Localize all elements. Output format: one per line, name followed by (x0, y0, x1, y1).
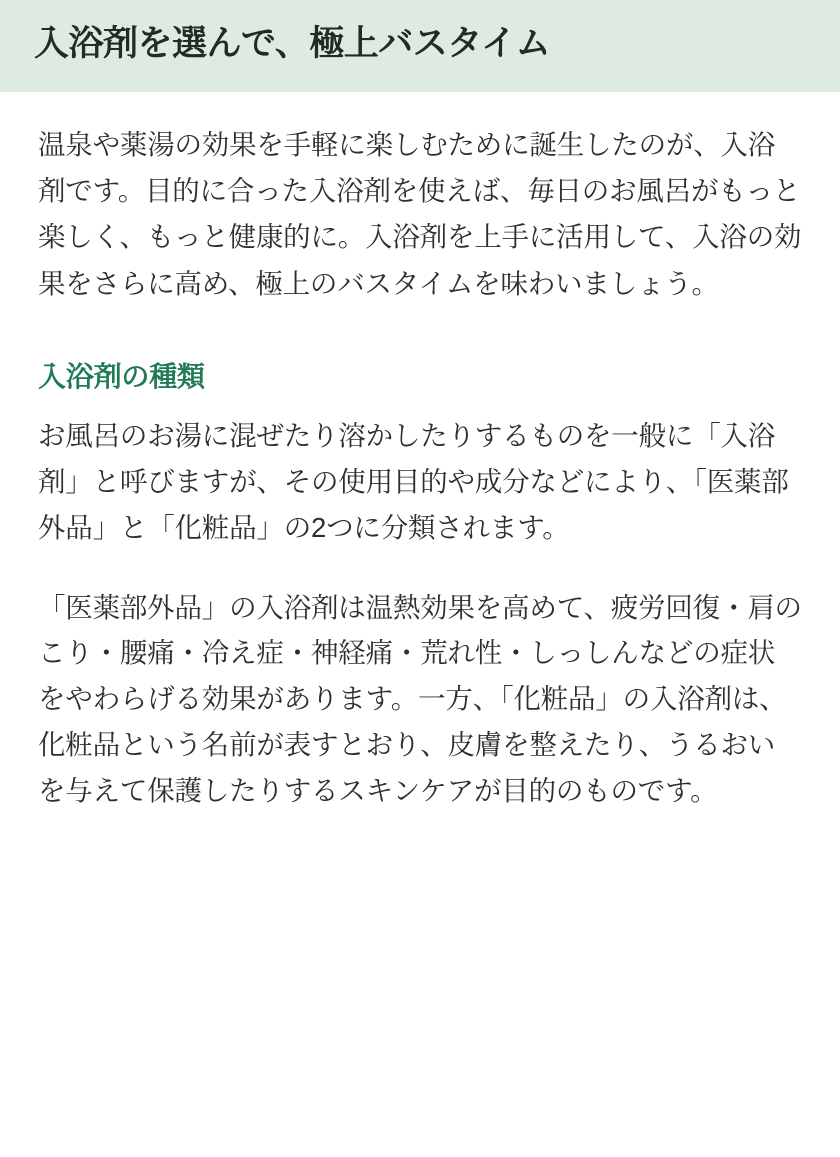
page-header-band (0, 0, 840, 92)
section-heading-types: 入浴剤の種類 (38, 360, 205, 392)
page-title: 入浴剤を選んで、極上バスタイム (34, 24, 551, 64)
lead-paragraph: 温泉や薬湯の効果を手軽に楽しむために誕生したのが、入浴剤です。目的に合った入浴剤を使えば、毎日のお風呂がもっと楽しく、もっと健康的に。入浴剤を上手に活用して、入浴の効果をさらに高め、極上のバスタイムを味わいましょう。 (38, 129, 802, 299)
section-paragraph-1: お風呂のお湯に混ぜたり溶かしたりするものを一般に「入浴剤」と呼びますが、その使用目的や成分などにより、「医薬部外品」と「化粧品」の2つに分類されます。 (38, 419, 789, 543)
section-paragraph-2: 「医薬部外品」の入浴剤は温熱効果を高めて、疲労回復・肩のこり・腰痛・冷え症・神経痛・荒れ性・しっしんなどの症状をやわらげる効果があります。一方、「化粧品」の入浴剤は、化粧品という名前が表すとおり、皮膚を整えたり、うるおいを与えて保護したりするスキンケアが目的のものです。 (38, 591, 802, 807)
article-content (0, 122, 840, 814)
